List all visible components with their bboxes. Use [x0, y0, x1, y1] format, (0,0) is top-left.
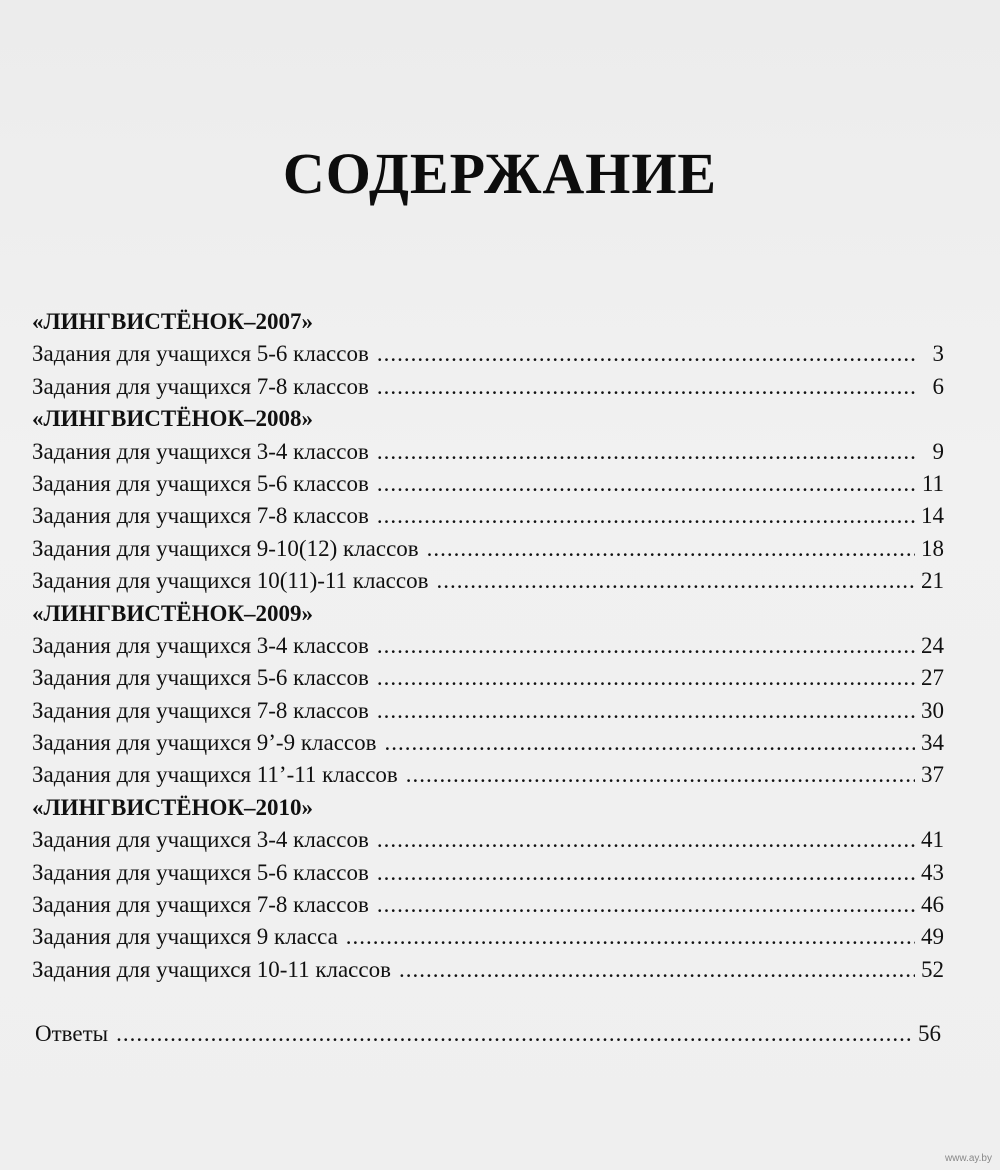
table-of-contents [32, 306, 944, 986]
dot-leader [384, 727, 915, 759]
toc-entry [32, 727, 944, 759]
toc-entry [32, 954, 944, 986]
dot-leader [377, 468, 916, 500]
toc-page-number: 11 [921, 470, 944, 496]
page-title: СОДЕРЖАНИЕ [282, 141, 718, 206]
toc-page-number: 24 [921, 632, 944, 658]
toc-page-number: 9 [932, 438, 944, 464]
toc-entry [32, 436, 944, 468]
toc-entry-label: Задания для учащихся 9-10(12) классов [32, 535, 419, 561]
section-heading: «ЛИНГВИСТЁНОК–2008» [32, 406, 314, 432]
toc-entry-label: Задания для учащихся 9 класса [32, 924, 338, 950]
dot-leader [377, 338, 918, 370]
toc-entry-label: Задания для учащихся 10-11 классов [32, 956, 391, 982]
toc-page-number: 27 [921, 665, 944, 691]
toc-page-number: 37 [921, 762, 944, 788]
toc-entry-label: Задания для учащихся 7-8 классов [32, 892, 369, 918]
dot-leader [377, 662, 915, 694]
toc-entry [32, 371, 944, 403]
toc-entry-label: Задания для учащихся 10(11)-11 классов [32, 568, 429, 594]
dot-leader [427, 533, 915, 565]
toc-entry-label: Задания для учащихся 5-6 классов [32, 859, 369, 885]
toc-entry [32, 565, 944, 597]
toc-page-number: 18 [921, 535, 944, 561]
toc-page-number: 43 [921, 859, 944, 885]
toc-entry [32, 533, 944, 565]
toc-entry-answers [35, 1018, 941, 1050]
toc-entry [32, 857, 944, 889]
toc-page-number: 30 [921, 697, 944, 723]
toc-entry [32, 759, 944, 791]
section-heading: «ЛИНГВИСТЁНОК–2007» [32, 309, 314, 334]
toc-entry-label: Задания для учащихся 5-6 классов [32, 470, 369, 496]
dot-leader [377, 857, 915, 889]
toc-entry-label: Задания для учащихся 5-6 классов [32, 341, 369, 367]
toc-page-number: 41 [921, 827, 944, 853]
toc-entry [32, 695, 944, 727]
dot-leader [436, 565, 915, 597]
toc-entry [32, 662, 944, 694]
dot-leader [377, 695, 915, 727]
toc-entry-label: Задания для учащихся 3-4 классов [32, 827, 369, 853]
dot-leader [399, 954, 915, 986]
toc-entry-label: Ответы [35, 1021, 109, 1046]
toc-entry [32, 630, 944, 662]
toc-entry [32, 468, 944, 500]
toc-page-number: 56 [918, 1021, 941, 1046]
dot-leader [377, 630, 915, 662]
section-heading: «ЛИНГВИСТЁНОК–2009» [32, 600, 314, 626]
toc-entry-label: Задания для учащихся 7-8 классов [32, 373, 369, 399]
toc-page-number: 34 [921, 730, 944, 756]
dot-leader [406, 759, 915, 791]
toc-page-number: 21 [921, 568, 944, 594]
toc-page-number: 14 [921, 503, 944, 529]
toc-entry-label: Задания для учащихся 9’-9 классов [32, 730, 377, 756]
toc-entry-label: Задания для учащихся 3-4 классов [32, 438, 369, 464]
toc-entry-label: Задания для учащихся 5-6 классов [32, 665, 369, 691]
toc-entry [32, 921, 944, 953]
dot-leader [377, 824, 915, 856]
toc-page-number: 46 [921, 892, 944, 918]
toc-entry-label: Задания для учащихся 11’-11 классов [32, 762, 398, 788]
dot-leader [377, 371, 918, 403]
dot-leader [377, 500, 915, 532]
toc-page-number: 49 [921, 924, 944, 950]
toc-entry-label: Задания для учащихся 7-8 классов [32, 503, 369, 529]
toc-entry [32, 500, 944, 532]
toc-entry-label: Задания для учащихся 3-4 классов [32, 632, 369, 658]
toc-entry [32, 338, 944, 370]
toc-entry-label: Задания для учащихся 7-8 классов [32, 697, 369, 723]
toc-page-number: 6 [932, 373, 944, 399]
dot-leader [116, 1018, 912, 1050]
watermark: www.ay.by [944, 1153, 992, 1164]
dot-leader [346, 921, 915, 953]
dot-leader [377, 436, 918, 468]
section-heading: «ЛИНГВИСТЁНОК–2010» [32, 794, 314, 820]
toc-entry [32, 889, 944, 921]
dot-leader [377, 889, 915, 921]
toc-entry [32, 824, 944, 856]
toc-page-number: 3 [932, 341, 944, 367]
toc-page-number: 52 [921, 956, 944, 982]
